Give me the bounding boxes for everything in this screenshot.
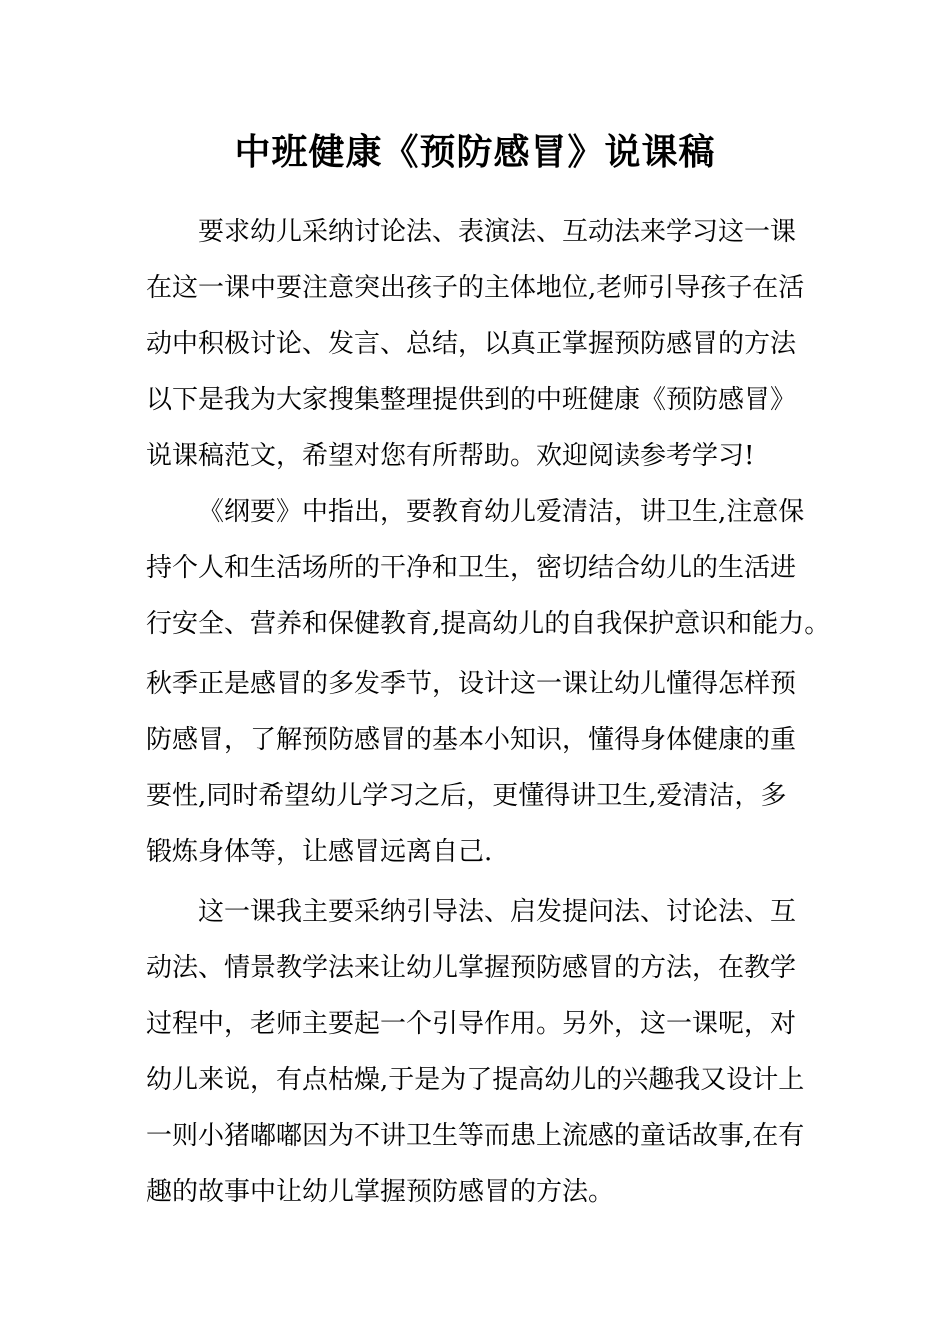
paragraph-line: 过程中，老师主要起一个引导作用。另外，这一课呢，对	[146, 1009, 797, 1039]
paragraph-line: 动中积极讨论、发言、总结，以真正掌握预防感冒的方法	[146, 329, 797, 359]
paragraph-line: 趣的故事中让幼儿掌握预防感冒的方法。	[146, 1177, 615, 1207]
paragraph-line: 说课稿范文，希望对您有所帮助。欢迎阅读参考学习!	[146, 441, 755, 471]
paragraph-line: 持个人和生活场所的干净和卫生，密切结合幼儿的生活进	[146, 553, 797, 583]
paragraph-line: 防感冒，了解预防感冒的基本小知识，懂得身体健康的重	[146, 725, 797, 755]
paragraph-line: 秋季正是感冒的多发季节，设计这一课让幼儿懂得怎样预	[146, 669, 797, 699]
paragraph-line: 要求幼儿采纳讨论法、表演法、互动法来学习这一课	[198, 217, 797, 247]
paragraph-line: 《纲要》中指出，要教育幼儿爱清洁，讲卫生,注意保	[198, 497, 805, 527]
paragraph-line: 要性,同时希望幼儿学习之后，更懂得讲卫生,爱清洁，多	[146, 781, 787, 811]
paragraph-line: 在这一课中要注意突出孩子的主体地位,老师引导孩子在活	[146, 273, 805, 303]
paragraph-line: 一则小猪嘟嘟因为不讲卫生等而患上流感的童话故事,在有	[146, 1121, 805, 1151]
paragraph-line: 以下是我为大家搜集整理提供到的中班健康《预防感冒》	[146, 385, 797, 415]
paragraph-line: 行安全、营养和保健教育,提高幼儿的自我保护意识和能力。	[146, 609, 831, 639]
paragraph-line: 幼儿来说，有点枯燥,于是为了提高幼儿的兴趣我又设计上	[146, 1065, 805, 1095]
paragraph-line: 锻炼身体等，让感冒远离自己.	[146, 837, 493, 867]
paragraph-line: 动法、情景教学法来让幼儿掌握预防感冒的方法，在教学	[146, 953, 797, 983]
paragraph-line: 这一课我主要采纳引导法、启发提问法、讨论法、互	[198, 897, 797, 927]
document-title: 中班健康《预防感冒》说课稿	[234, 131, 716, 173]
